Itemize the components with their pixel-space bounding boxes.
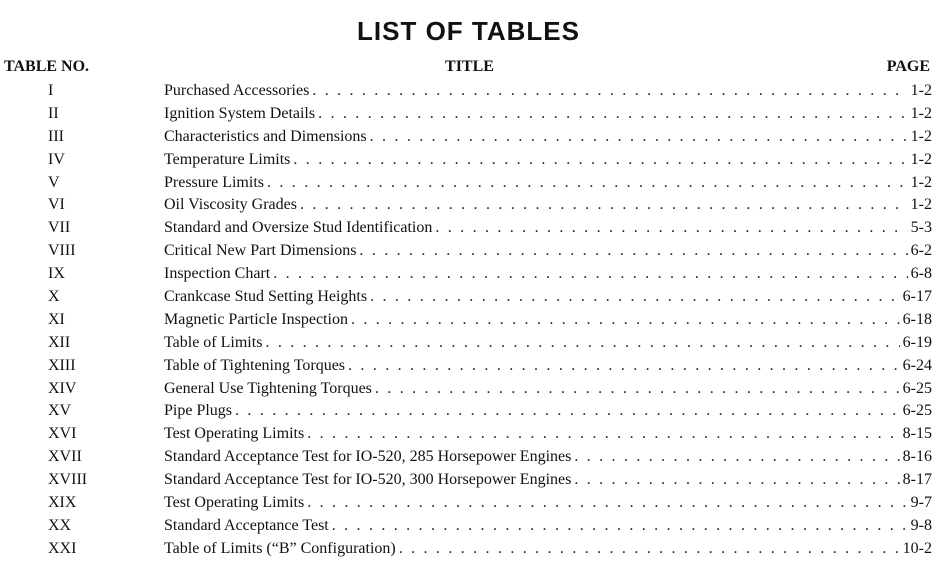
table-row bbox=[0, 81, 937, 104]
page-number: 9-8 bbox=[910, 516, 932, 534]
table-number: V bbox=[48, 173, 60, 191]
table-entry bbox=[164, 219, 932, 237]
table-row bbox=[0, 264, 937, 287]
table-row bbox=[0, 470, 937, 493]
table-title: Standard Acceptance Test bbox=[164, 516, 329, 534]
table-entry bbox=[164, 265, 932, 283]
table-title: Pressure Limits bbox=[164, 173, 264, 191]
table-title: Test Operating Limits bbox=[164, 494, 305, 512]
table-entry bbox=[164, 380, 932, 398]
dot-leader bbox=[312, 82, 907, 100]
table-title: Standard Acceptance Test for IO-520, 300 Horsepower Engines bbox=[164, 471, 572, 489]
table-number: XIII bbox=[48, 356, 76, 374]
table-title: General Use Tightening Torques bbox=[164, 379, 372, 397]
dot-leader bbox=[273, 265, 907, 283]
dot-leader bbox=[351, 311, 900, 329]
table-row bbox=[0, 310, 937, 333]
table-number: XVIII bbox=[48, 471, 88, 489]
table-title: Ignition System Details bbox=[164, 104, 316, 122]
dot-leader bbox=[265, 334, 899, 352]
page-number: 10-2 bbox=[902, 539, 932, 557]
dot-leader bbox=[332, 517, 908, 535]
table-list bbox=[0, 81, 937, 562]
table-title: Standard Acceptance Test for IO-520, 285 Horsepower Engines bbox=[164, 448, 572, 466]
table-number: IX bbox=[48, 265, 65, 283]
table-row bbox=[0, 539, 937, 562]
table-entry bbox=[164, 402, 932, 420]
page-number: 1-2 bbox=[910, 104, 932, 122]
table-entry bbox=[164, 151, 932, 169]
page-number: 1-2 bbox=[910, 82, 932, 99]
table-row bbox=[0, 447, 937, 470]
page-number: 1-2 bbox=[910, 196, 932, 214]
table-title: Magnetic Particle Inspection bbox=[164, 310, 348, 328]
table-entry bbox=[164, 334, 932, 352]
dot-leader bbox=[574, 471, 899, 489]
page-number: 6-8 bbox=[910, 265, 932, 283]
table-entry bbox=[164, 448, 932, 466]
table-number: XX bbox=[48, 516, 72, 534]
table-row bbox=[0, 493, 937, 516]
dot-leader bbox=[348, 357, 900, 375]
table-entry bbox=[164, 471, 932, 489]
table-number: VII bbox=[48, 219, 71, 237]
page-number: 8-17 bbox=[902, 471, 932, 489]
table-entry bbox=[164, 311, 932, 329]
column-header-table-no: TABLE NO. bbox=[4, 58, 90, 75]
table-row bbox=[0, 424, 937, 447]
table-number: I bbox=[48, 82, 54, 99]
table-entry bbox=[164, 494, 932, 512]
table-entry bbox=[164, 425, 932, 443]
page-number: 5-3 bbox=[910, 219, 932, 237]
dot-leader bbox=[574, 448, 899, 466]
dot-leader bbox=[307, 494, 907, 512]
table-number: XXI bbox=[48, 539, 77, 557]
table-entry bbox=[164, 82, 932, 100]
table-entry bbox=[164, 128, 932, 146]
table-title: Standard and Oversize Stud Identification bbox=[164, 219, 433, 237]
table-number: IV bbox=[48, 150, 65, 168]
page-number: 8-15 bbox=[902, 425, 932, 443]
table-title: Table of Limits bbox=[164, 333, 263, 351]
table-row bbox=[0, 195, 937, 218]
page-number: 1-2 bbox=[910, 150, 932, 168]
table-number: II bbox=[48, 104, 59, 122]
table-entry bbox=[164, 196, 932, 214]
table-row bbox=[0, 401, 937, 424]
dot-leader bbox=[267, 174, 908, 192]
table-entry bbox=[164, 540, 932, 558]
table-title: Crankcase Stud Setting Heights bbox=[164, 288, 368, 306]
dot-leader bbox=[300, 196, 908, 214]
dot-leader bbox=[293, 151, 907, 169]
table-row bbox=[0, 173, 937, 196]
table-row bbox=[0, 218, 937, 241]
table-entry bbox=[164, 517, 932, 535]
table-row bbox=[0, 287, 937, 310]
table-number: XVII bbox=[48, 448, 82, 466]
table-entry bbox=[164, 105, 932, 123]
dot-leader bbox=[375, 380, 900, 398]
page-title: LIST OF TABLES bbox=[357, 16, 580, 46]
table-number: XI bbox=[48, 310, 65, 328]
table-row bbox=[0, 516, 937, 539]
table-entry bbox=[164, 174, 932, 192]
table-number: XIV bbox=[48, 379, 77, 397]
table-title: Temperature Limits bbox=[164, 150, 291, 168]
dot-leader bbox=[307, 425, 899, 443]
table-entry bbox=[164, 288, 932, 306]
table-title: Pipe Plugs bbox=[164, 402, 233, 420]
dot-leader bbox=[435, 219, 907, 237]
table-row bbox=[0, 127, 937, 150]
table-number: X bbox=[48, 288, 60, 306]
dot-leader bbox=[318, 105, 908, 123]
table-row bbox=[0, 241, 937, 264]
table-title: Test Operating Limits bbox=[164, 425, 305, 443]
table-title: Table of Tightening Torques bbox=[164, 356, 346, 374]
table-number: XVI bbox=[48, 425, 77, 443]
table-number: VIII bbox=[48, 242, 76, 260]
page-number: 6-24 bbox=[902, 356, 932, 374]
table-title: Oil Viscosity Grades bbox=[164, 196, 297, 214]
dot-leader bbox=[359, 242, 907, 260]
table-row bbox=[0, 356, 937, 379]
table-title: Inspection Chart bbox=[164, 265, 271, 283]
dot-leader bbox=[370, 128, 908, 146]
page-number: 6-17 bbox=[902, 288, 932, 306]
page-number: 8-16 bbox=[902, 448, 932, 466]
column-header-page: PAGE bbox=[886, 58, 930, 75]
table-number: VI bbox=[48, 196, 65, 214]
column-header-title: TITLE bbox=[445, 58, 494, 75]
table-number: XII bbox=[48, 333, 71, 351]
table-number: III bbox=[48, 127, 64, 145]
table-number: XV bbox=[48, 402, 72, 420]
dot-leader bbox=[399, 540, 900, 558]
page-number: 6-18 bbox=[902, 310, 932, 328]
page-number: 9-7 bbox=[910, 494, 932, 512]
table-number: XIX bbox=[48, 494, 77, 512]
table-title: Critical New Part Dimensions bbox=[164, 242, 357, 260]
dot-leader bbox=[235, 402, 900, 420]
page-number: 6-25 bbox=[902, 402, 932, 420]
table-row bbox=[0, 150, 937, 173]
page-number: 6-25 bbox=[902, 379, 932, 397]
table-title: Table of Limits (“B” Configuration) bbox=[164, 539, 396, 557]
dot-leader bbox=[370, 288, 900, 306]
table-row bbox=[0, 104, 937, 127]
table-entry bbox=[164, 357, 932, 375]
page-number: 1-2 bbox=[910, 173, 932, 191]
page-number: 6-2 bbox=[910, 242, 932, 260]
table-title: Purchased Accessories bbox=[164, 82, 310, 99]
table-row bbox=[0, 333, 937, 356]
page-number: 6-19 bbox=[902, 333, 932, 351]
table-entry bbox=[164, 242, 932, 260]
table-row bbox=[0, 379, 937, 402]
page-number: 1-2 bbox=[910, 127, 932, 145]
table-title: Characteristics and Dimensions bbox=[164, 127, 367, 145]
